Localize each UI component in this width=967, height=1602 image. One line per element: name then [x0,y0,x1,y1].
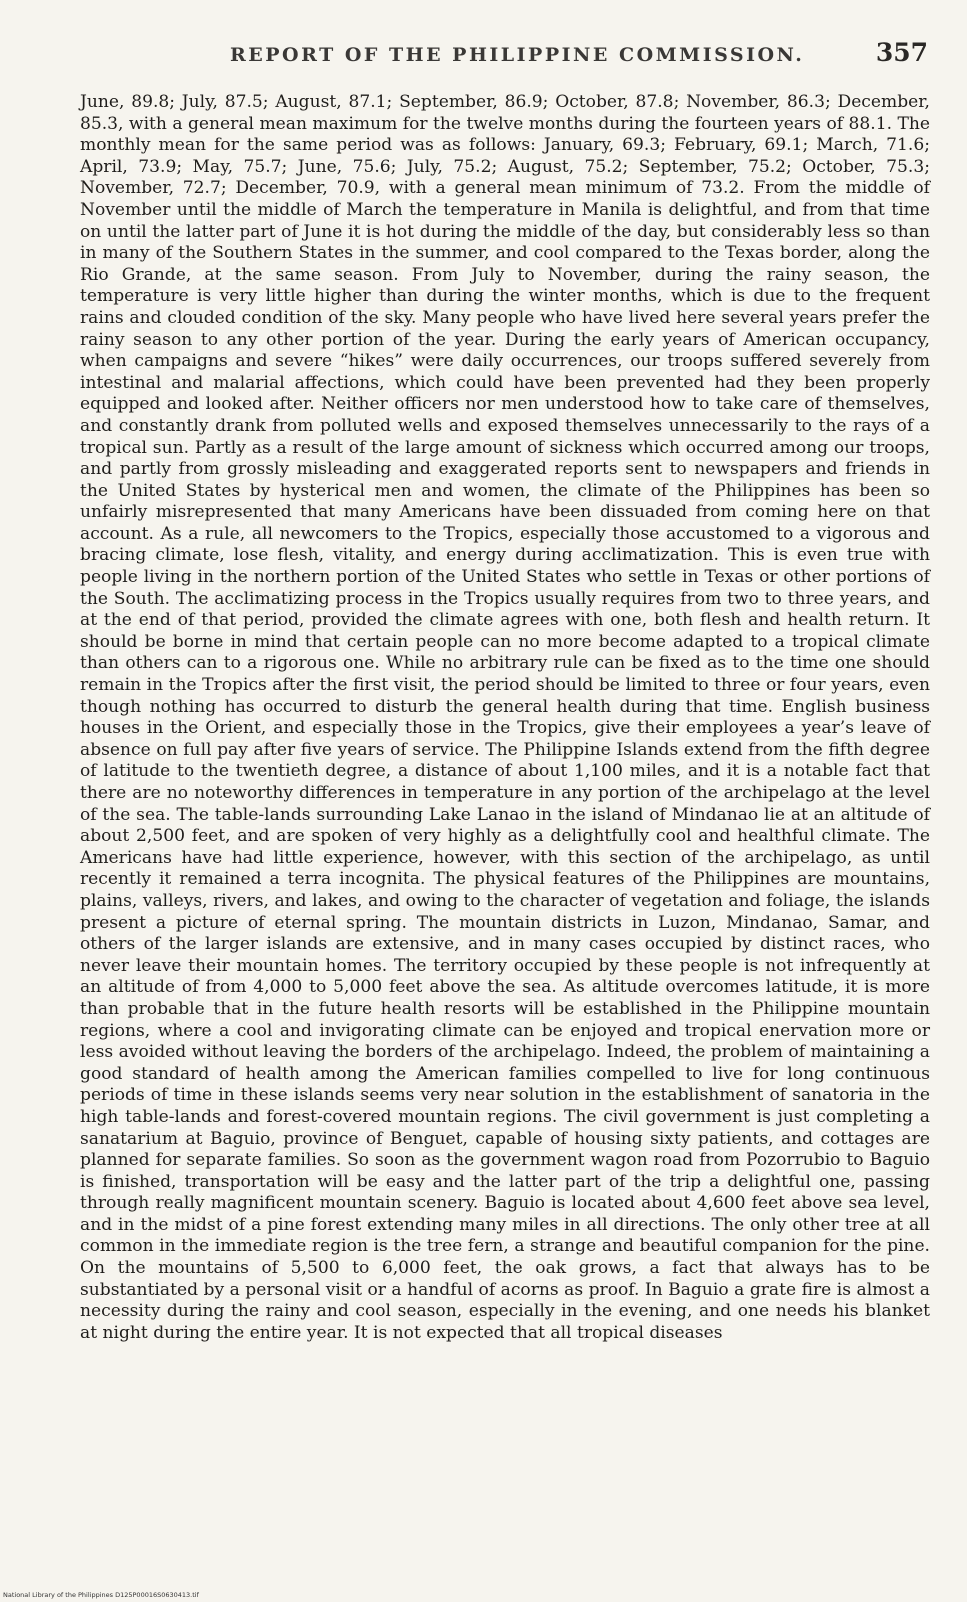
page-header-title: REPORT OF THE PHILIPPINE COMMISSION. [230,44,805,66]
scan-credit-line: National Library of the Philippines D125P00016S0630413.tif [3,1591,199,1599]
running-head [80,38,928,72]
body-paragraph: June, 89.8; July, 87.5; August, 87.1; September, 86.9; October, 87.8; November, 86.3; December, 85.3, with a general mean maximum for the twelve months during the fourteen years of 88.1. The monthly mean for the same period was as follows: January, 69.3; February, 69.1; March, 71.6; April, 73.9; May, 75.7; June, 75.6; July, 75.2; August, 75.2; September, 75.2; October, 75.3; November, 72.7; December, 70.9, with a general mean minimum of 73.2. From the middle of November until the middle of March the temperature in Manila is delightful, and from that time on until the latter part of June it is hot during the middle of the day, but considerably less so than in many of the Southern States in the summer, and cool compared to the Texas border, along the Rio Grande, at the same season. From July to November, during the rainy season, the temperature is very little higher than during the winter months, which is due to the frequent rains and clouded condition of the sky. Many people who have lived here several years prefer the rainy season to any other portion of the year. During the early years of American occupancy, when campaigns and severe “hikes” were daily occurrences, our troops suffered severely from intestinal and malarial affections, which could have been prevented had they been properly equipped and looked after. Neither officers nor men understood how to take care of themselves, and constantly drank from polluted wells and exposed themselves unnecessarily to the rays of a tropical sun. Partly as a result of the large amount of sickness which occurred among our troops, and partly from grossly misleading and exaggerated reports sent to newspapers and friends in the United States by hysterical men and women, the climate of the Philippines has been so unfairly misrepresented that many Americans have been dissuaded from coming here on that account. As a rule, all newcomers to the Tropics, especially those accustomed to a vigorous and bracing climate, lose flesh, vitality, and energy during acclimatization. This is even true with people living in the northern portion of the United States who settle in Texas or other portions of the South. The acclimatizing process in the Tropics usually requires from two to three years, and at the end of that period, provided the climate agrees with one, both flesh and health return. It should be borne in mind that certain people can no more become adapted to a tropical climate than others can to a rigorous one. While no arbitrary rule can be fixed as to the time one should remain in the Tropics after the first visit, the period should be limited to three or four years, even though nothing has occurred to disturb the general health during that time. English business houses in the Orient, and especially those in the Tropics, give their employees a year’s leave of absence on full pay after five years of service. The Philippine Islands extend from the fifth degree of latitude to the twentieth degree, a distance of about 1,100 miles, and it is a notable fact that there are no noteworthy differences in temperature in any portion of the archipelago at the level of the sea. The table-lands surrounding Lake Lanao in the island of Mindanao lie at an altitude of about 2,500 feet, and are spoken of very highly as a delightfully cool and healthful climate. The Americans have had little experience, however, with this section of the archipelago, as until recently it remained a terra incognita. The physical features of the Philippines are mountains, plains, valleys, rivers, and lakes, and owing to the character of vegetation and foliage, the islands present a picture of eternal spring. The mountain districts in Luzon, Mindanao, Samar, and others of the larger islands are extensive, and in many cases occupied by distinct races, who never leave their mountain homes. The territory occupied by these people is not infrequently at an altitude of from 4,000 to 5,000 feet above the sea. As altitude overcomes latitude, it is more than probable that in the future health resorts will be established in the Philippine mountain regions, where a cool and invigorating climate can be enjoyed and tropical enervation more or less avoided without leaving the borders of the archipelago. Indeed, the problem of maintaining a good standard of health among the American families compelled to live for long continuous periods of time in these islands seems very near solution in the establishment of sanatoria in the high table-lands and forest-covered mountain regions. The civil government is just completing a sanatarium at Baguio, province of Benguet, capable of housing sixty patients, and cottages are planned for separate families. So soon as the government wagon road from Pozorrubio to Baguio is finished, transportation will be easy and the latter part of the trip a delightful one, passing through really magnificent mountain scenery. Baguio is located about 4,600 feet above sea level, and in the midst of a pine forest extending many miles in all directions. The only other tree at all common in the immediate region is the tree fern, a strange and beautiful companion for the pine. On the mountains of 5,500 to 6,000 feet, the oak grows, a fact that always has to be substantiated by a personal visit or a handful of acorns as proof. In Baguio a grate fire is almost a necessity during the rainy and cool season, especially in the evening, and one needs his blanket at night during the entire year. It is not expected that all tropical diseases [80,92,930,1343]
page-number: 357 [875,38,928,67]
